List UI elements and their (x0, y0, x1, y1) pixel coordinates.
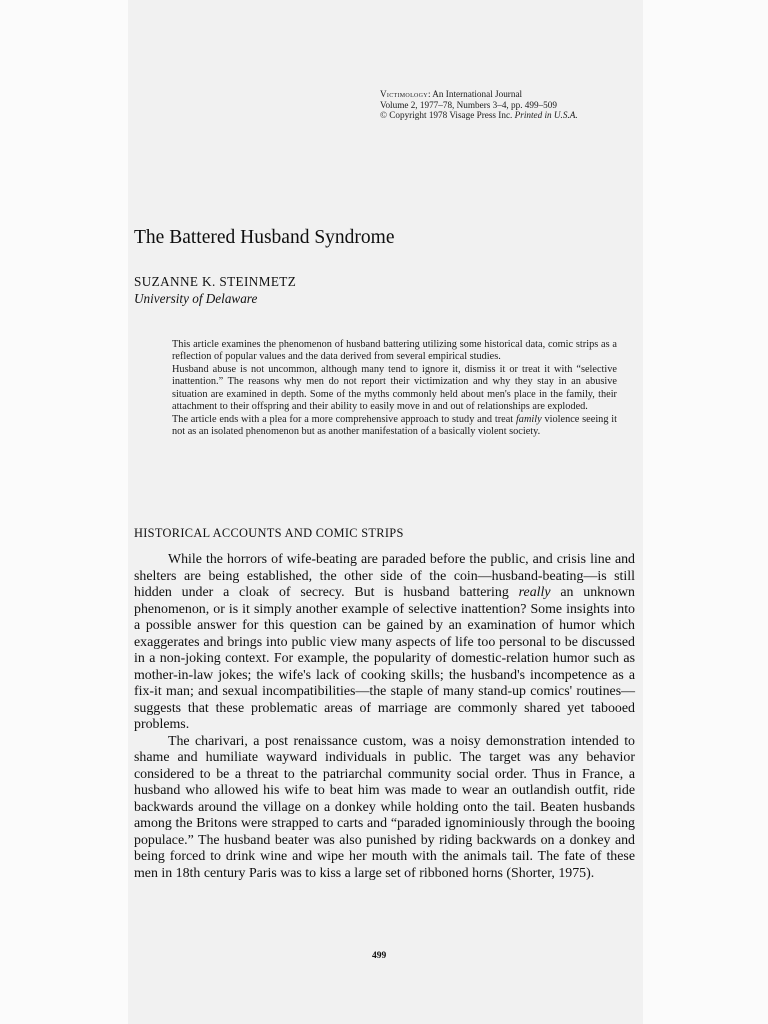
journal-citation (380, 89, 650, 121)
copyright-line (380, 110, 650, 121)
abstract-text: violence seeing it not as an isolated phenomenon but as another manifestation of a basically violent society. (172, 413, 618, 438)
abstract (172, 339, 617, 439)
body-text (134, 552, 635, 882)
abstract-emphasis: family (515, 413, 542, 425)
body-text-run: While the horrors of wife-beating are paraded before the public, and crisis line and shelters are being established, the other side of the coin—husband-beating—is still hidden under a cloak of secrecy. But is husband battering (134, 552, 635, 601)
journal-name-line (380, 89, 650, 100)
abstract-paragraph (172, 414, 617, 439)
page-number: 499 (372, 951, 387, 961)
journal-volume-line: Volume 2, 1977–78, Numbers 3–4, pp. 499–509 (380, 99, 557, 110)
body-emphasis: really (518, 585, 551, 601)
author-name: SUZANNE K. STEINMETZ (134, 274, 297, 289)
body-paragraph: The charivari, a post renaissance custom, was a noisy demonstration intended to shame and humiliate wayward individuals in public. The target was any behavior considered to be a threat to the patriarchal community social order. Thus in France, a husband who allowed his wife to beat him was made to wear an outlandish outfit, ride backwards around the village on a donkey while holding onto the tail. Beaten husbands among the Britons were strapped to carts and “paraded ignominiously through the booing populace.” The husband beater was also punished by riding backwards on a donkey and being forced to drink wine and wipe her mouth with the animals tail. The fate of these men in 18th century Paris was to kiss a large set of ribboned horns (Shorter, 1975). (134, 733, 635, 881)
article-title: The Battered Husband Syndrome (134, 227, 395, 248)
printed-in-text: Printed in U.S.A. (514, 110, 578, 120)
section-heading: HISTORICAL ACCOUNTS AND COMIC STRIPS (134, 526, 404, 540)
body-paragraph (134, 552, 635, 734)
abstract-paragraph: This article examines the phenomenon of husband battering utilizing some historical data, comic strips as a reflection of popular values and the data derived from several empirical studies. (172, 339, 617, 363)
author-affiliation: University of Delaware (134, 291, 258, 306)
journal-subtitle: : An International Journal (427, 89, 523, 99)
abstract-text: The article ends with a plea for a more comprehensive approach to study and treat (172, 413, 514, 425)
abstract-paragraph: Husband abuse is not uncommon, although many tend to ignore it, dismiss it or treat it with “selective inattention.” The reasons why men do not report their victimization and why they stay in an abusive situation are examined in depth. Some of the myths commonly held about men's place in the family, their attachment to their offspring and their ability to easily move in and out of relationships are exploded. (172, 363, 617, 413)
journal-name: Victimology (380, 89, 428, 99)
body-text-run: an unknown phenomenon, or is it simply another example of selective inattention? Some insights into a possible answer for this question can be gained by an examination of humor which exaggerates and brings into public view many aspects of life too personal to be discussed in a non-joking context. For example, the popularity of domestic-relation humor such as mother-in-law jokes; the wife's lack of cooking skills; the husband's incompetence as a fix-it man; and sexual incompatibilities—the staple of many stand-up comics' routines—suggests that these problematic areas of marriage are commonly shared yet tabooed problems. (134, 585, 635, 733)
copyright-text: © Copyright 1978 Visage Press Inc. (380, 110, 513, 120)
